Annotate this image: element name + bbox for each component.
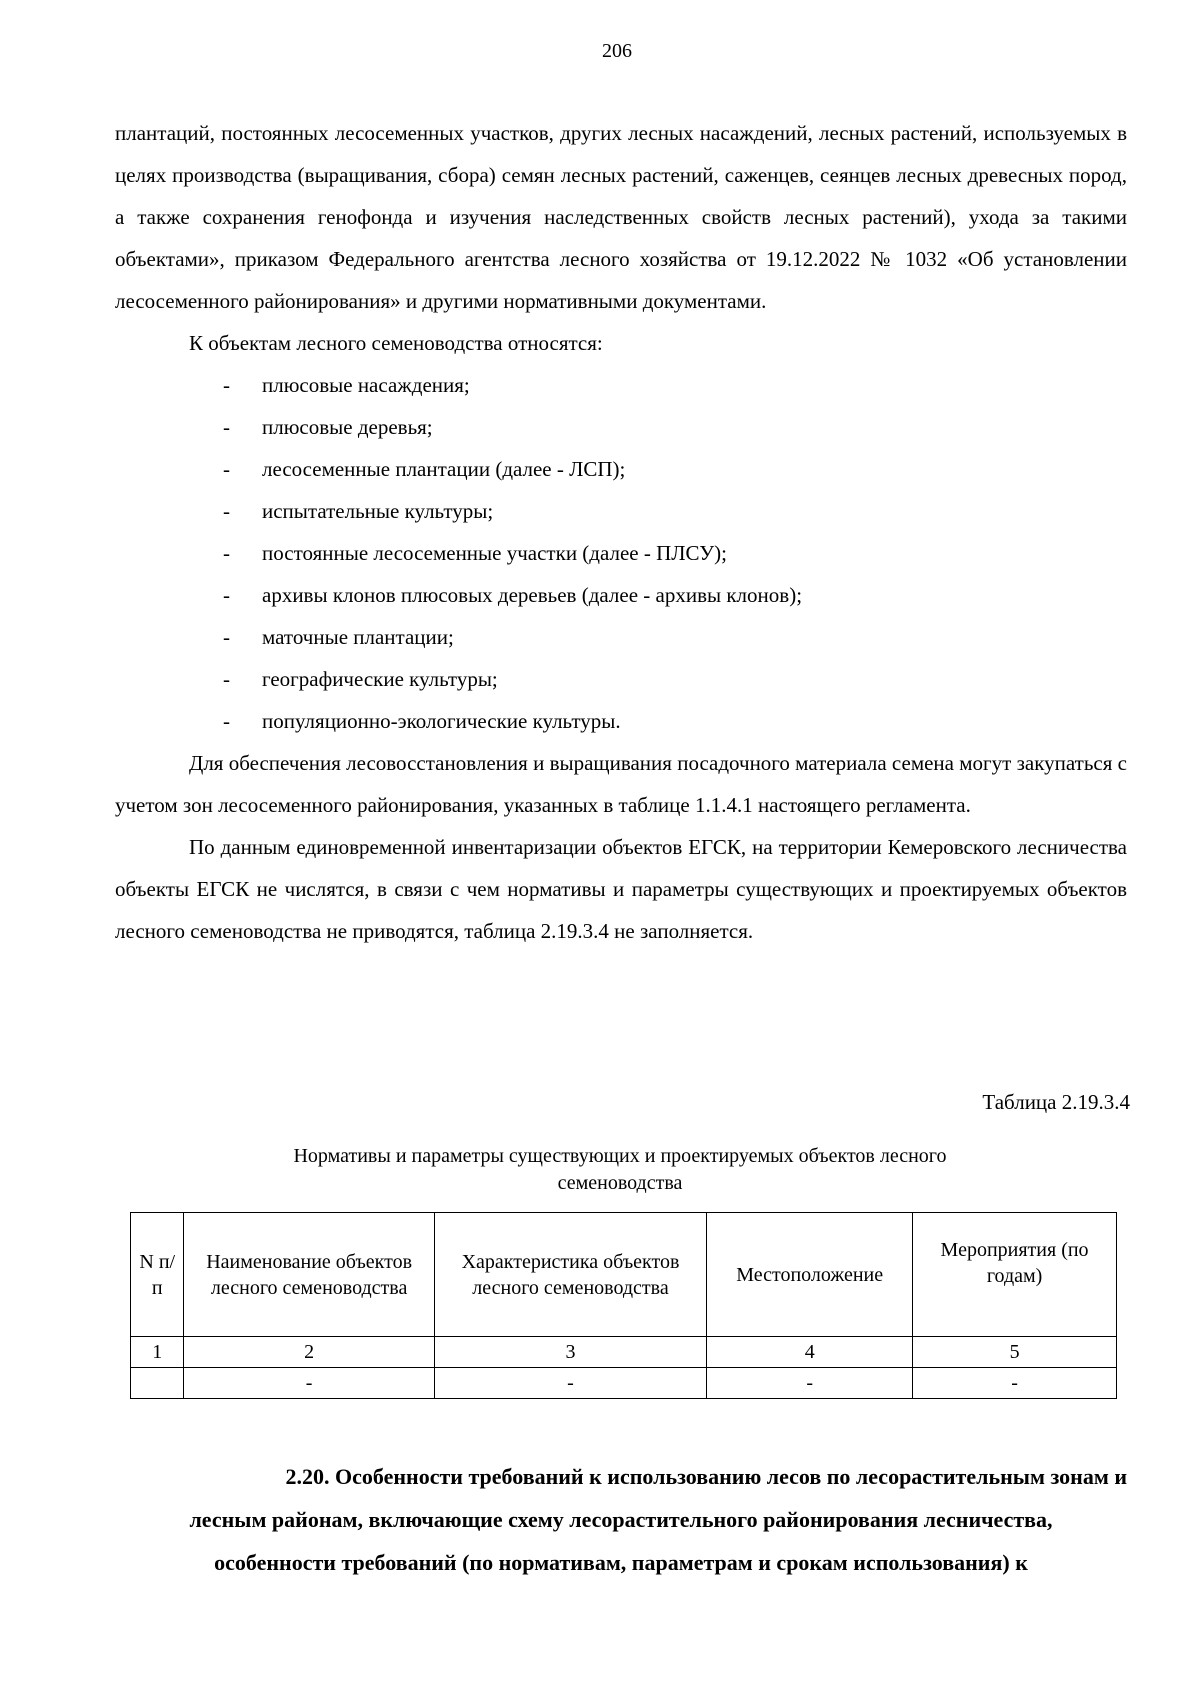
- list-item: - плюсовые насаждения;: [115, 364, 1127, 406]
- paragraph-inventory: По данным единовременной инвентаризации объектов ЕГСК, на территории Кемеровского лесничества объекты ЕГСК не числятся, в связи с чем нормативы и параметры существующих и проектируемых объектов лесного семеноводства не приводятся, таблица 2.19.3.4 не заполняется.: [115, 835, 1127, 943]
- dash-bullet: -: [223, 415, 230, 439]
- objects-list: [115, 364, 1127, 742]
- table-row: [131, 1368, 1117, 1399]
- header-location: Местоположение: [707, 1213, 913, 1337]
- dash-bullet: -: [223, 583, 230, 607]
- paragraph-objects-intro: К объектам лесного семеноводства относятся:: [189, 331, 603, 355]
- dash-bullet: -: [223, 709, 230, 733]
- column-number: 4: [707, 1337, 913, 1368]
- dash-bullet: -: [223, 667, 230, 691]
- list-item: - архивы клонов плюсовых деревьев (далее - архивы клонов);: [115, 574, 1127, 616]
- list-item: - популяционно-экологические культуры.: [115, 700, 1127, 742]
- header-name: Наименование объектов лесного семеноводства: [184, 1213, 434, 1337]
- section-heading-line: лесным районам, включающие схему лесорастительного районирования лесничества,: [189, 1507, 1053, 1532]
- table-cell: -: [434, 1368, 706, 1399]
- table-title: Нормативы и параметры существующих и проектируемых объектов лесного семеноводства: [293, 1145, 947, 1194]
- table-cell: -: [184, 1368, 434, 1399]
- column-number: 2: [184, 1337, 434, 1368]
- column-number: 5: [913, 1337, 1117, 1368]
- table-cell: -: [913, 1368, 1117, 1399]
- section-heading: [115, 1455, 1127, 1584]
- header-number: N п/п: [131, 1213, 184, 1337]
- table-column-numbers-row: [131, 1337, 1117, 1368]
- dash-bullet: -: [223, 499, 230, 523]
- list-item: - лесосеменные плантации (далее - ЛСП);: [115, 448, 1127, 490]
- dash-bullet: -: [223, 625, 230, 649]
- dash-bullet: -: [223, 541, 230, 565]
- table-header-row: [131, 1213, 1117, 1337]
- list-item: - географические культуры;: [115, 658, 1127, 700]
- table-caption: Таблица 2.19.3.4: [982, 1090, 1130, 1114]
- header-characteristic: Характеристика объектов лесного семеноводства: [434, 1213, 706, 1337]
- list-item: - плюсовые деревья;: [115, 406, 1127, 448]
- body-text: [115, 112, 1127, 952]
- column-number: 3: [434, 1337, 706, 1368]
- list-item: - постоянные лесосеменные участки (далее - ПЛСУ);: [115, 532, 1127, 574]
- list-item: - испытательные культуры;: [115, 490, 1127, 532]
- dash-bullet: -: [223, 457, 230, 481]
- column-number: 1: [131, 1337, 184, 1368]
- table-cell: -: [707, 1368, 913, 1399]
- dash-bullet: -: [223, 373, 230, 397]
- paragraph-seed-procurement: Для обеспечения лесовосстановления и выращивания посадочного материала семена могут закупаться с учетом зон лесосеменного районирования, указанных в таблице 1.1.4.1 настоящего регламента.: [115, 751, 1127, 817]
- page-number: 206: [602, 40, 632, 62]
- table-cell: [131, 1368, 184, 1399]
- paragraph-continuation: плантаций, постоянных лесосеменных участков, других лесных насаждений, лесных растений, используемых в целях производства (выращивания, сбора) семян лесных растений, саженцев, сеянцев лесных древесных пород, а также сохранения генофонда и изучения наследственных свойств лесных растений), ухода за такими объектами», приказом Федерального агентства лесного хозяйства от 19.12.2022 № 1032 «Об установлении лесосеменного районирования» и другими нормативными документами.: [115, 121, 1127, 313]
- header-measures: Мероприятия (по годам): [913, 1213, 1117, 1337]
- norm-table: [130, 1212, 1117, 1399]
- section-heading-line: особенности требований (по нормативам, параметрам и срокам использования) к: [214, 1550, 1028, 1575]
- list-item: - маточные плантации;: [115, 616, 1127, 658]
- section-heading-line: 2.20. Особенности требований к использованию лесов по лесорастительным зонам и: [285, 1464, 1127, 1489]
